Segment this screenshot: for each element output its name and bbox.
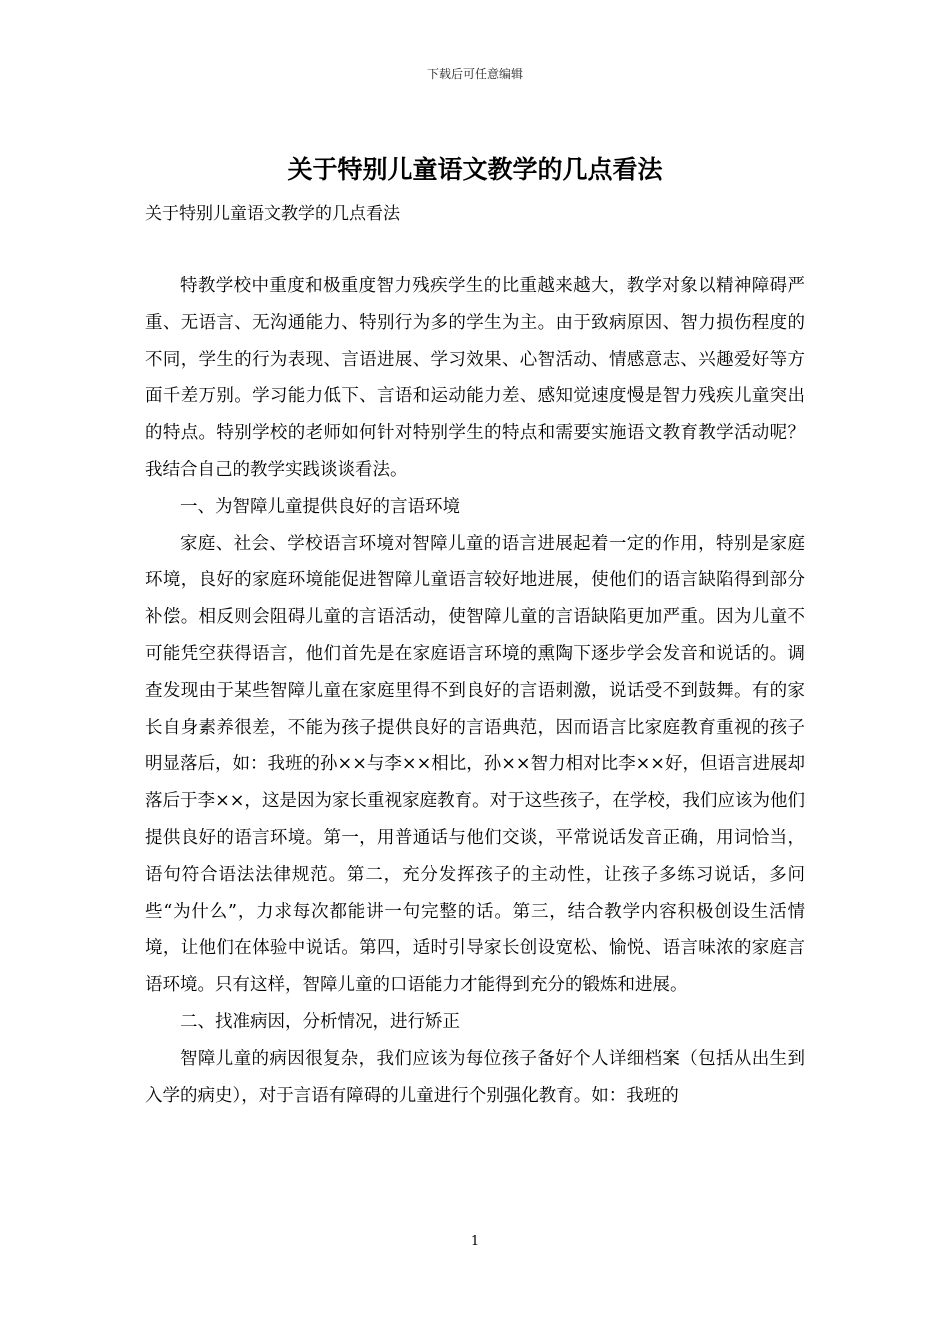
section-heading: 一、为智障儿童提供良好的言语环境 xyxy=(180,496,460,517)
body-paragraph: 家庭、社会、学校语言环境对智障儿童的语言进展起着一定的作用，特别是家庭环境，良好的家庭环境能促进智障儿童语言较好地进展，使他们的语言缺陷得到部分补偿。相反则会阻碍儿童的言语活动，使智障儿童的言语缺陷更加严重。因为儿童不可能凭空获得语言，他们首先是在家庭语言环境的熏陶下逐步学会发音和说话的。调查发现由于某些智障儿童在家庭里得不到良好的言语刺激，说话受不到鼓舞。有的家长自身素养很差，不能为孩子提供良好的言语典范，因而语言比家庭教育重视的孩子明显落后，如：我班的孙××与李××相比，孙××智力相对比李××好，但语言进展却落后于李××，这是因为家长重视家庭教育。对于这些孩子，在学校，我们应该为他们提供良好的语言环境。第一，用普通话与他们交谈，平常说话发音正确，用词恰当，语句符合语法法律规范。第二，充分发挥孩子的主动性，让孩子多练习说话，多问些“为什么”，力求每次都能讲一句完整的话。第三，结合教学内容积极创设生活情境，让他们在体验中说话。第四，适时引导家长创设宽松、愉悦、语言味浓的家庭言语环境。只有这样，智障儿童的口语能力才能得到充分的锻炼和进展。 xyxy=(145,533,805,996)
body-paragraph: 智障儿童的病因很复杂，我们应该为每位孩子备好个人详细档案（包括从出生到入学的病史），对于言语有障碍的儿童进行个别强化教育。如：我班的 xyxy=(145,1048,805,1106)
body-paragraph: 特教学校中重度和极重度智力残疾学生的比重越来越大，教学对象以精神障碍严重、无语言、无沟通能力、特别行为多的学生为主。由于致病原因、智力损伤程度的不同，学生的行为表现、言语进展、学习效果、心智活动、情感意志、兴趣爱好等方面千差万别。学习能力低下、言语和运动能力差、感知觉速度慢是智力残疾儿童突出的特点。特别学校的老师如何针对特别学生的特点和需要实施语文教育教学活动呢？我结合自己的教学实践谈谈看法。 xyxy=(145,276,805,480)
page-header: 下载后可任意编辑 xyxy=(426,67,523,81)
document-subtitle: 关于特别儿童语文教学的几点看法 xyxy=(145,204,400,224)
section-heading: 二、找准病因，分析情况，进行矫正 xyxy=(180,1011,460,1032)
page-number: 1 xyxy=(470,1234,480,1249)
document-body xyxy=(145,268,805,1114)
document-title: 关于特别儿童语文教学的几点看法 xyxy=(287,155,663,184)
